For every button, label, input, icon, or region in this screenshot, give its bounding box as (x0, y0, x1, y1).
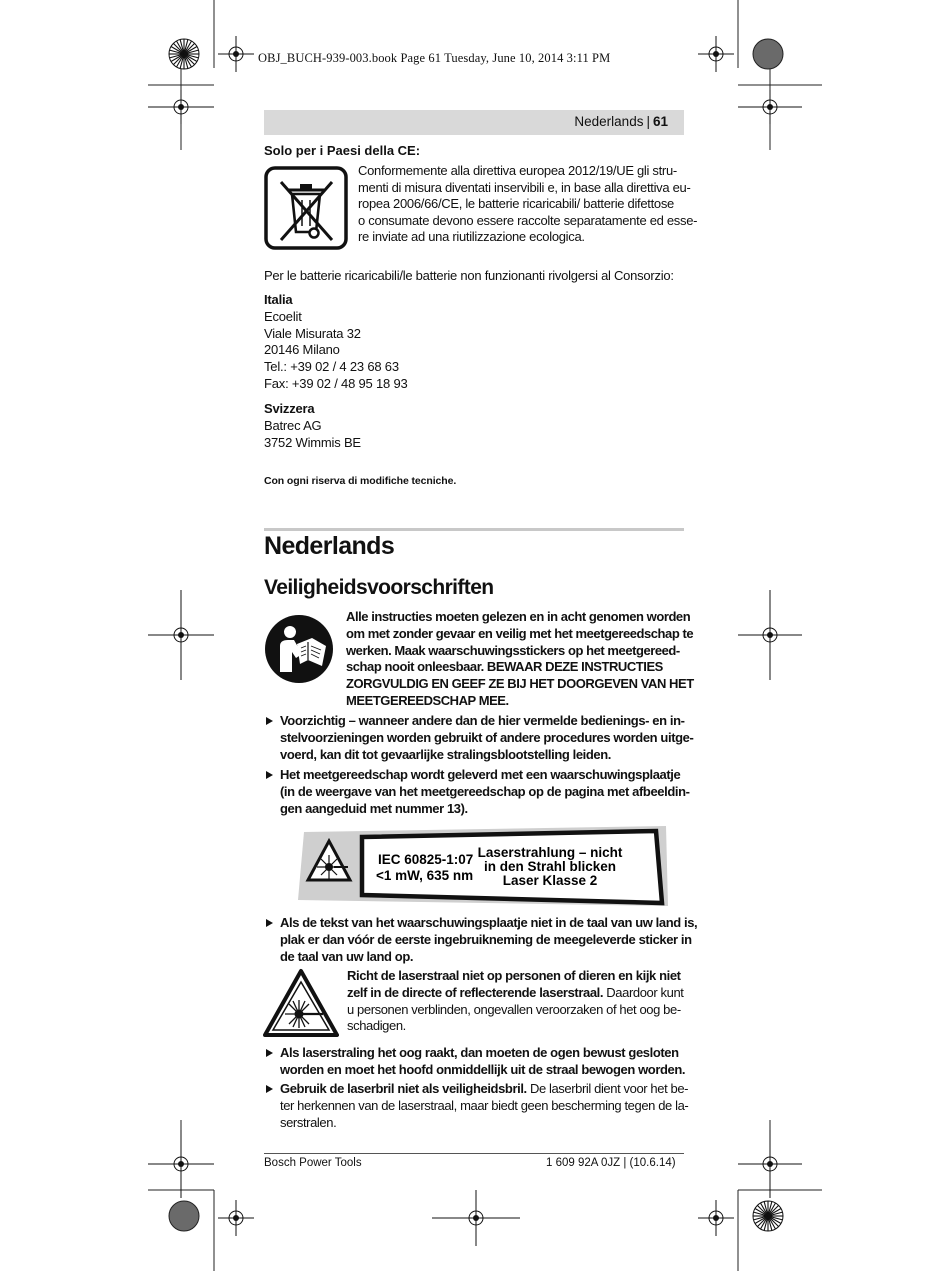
section-title: Nederlands (264, 532, 395, 560)
warning-line: u personen verblinden, ongevallen veroorzaken of het oog be- (347, 1001, 681, 1017)
laser-radiation-warning-icon (263, 968, 339, 1038)
address-line: Batrec AG (264, 417, 322, 433)
bullet-line: gen aangeduid met nummer 13). (280, 800, 468, 816)
address-line: Viale Misurata 32 (264, 325, 361, 341)
bullet-triangle-icon (266, 717, 273, 725)
safety-intro (346, 609, 694, 710)
eu-text-line: o consumate devono essere raccolte separatamente ed esse- (358, 212, 698, 228)
laser-warning-label (296, 824, 670, 912)
header-section: Nederlands (574, 114, 644, 129)
bullet-line: (in de weergave van het meetgereedschap op de pagina met afbeeldin- (280, 783, 690, 799)
footer-brand: Bosch Power Tools (264, 1157, 362, 1169)
job-line: OBJ_BUCH-939-003.book Page 61 Tuesday, June 10, 2014 3:11 PM (258, 51, 611, 65)
section-divider (264, 528, 684, 531)
bullet-line: plak er dan vóór de eerste ingebruikneming de meegeleverde sticker in (280, 931, 692, 947)
label-warning-line: Laserstrahlung – nicht (477, 845, 623, 860)
warning-line: schadigen. (347, 1018, 406, 1034)
footer-divider (264, 1153, 684, 1154)
bullet-line: ter herkennen van de laserstraal, maar biedt geen bescherming tegen de la- (280, 1097, 689, 1113)
section-subtitle: Veiligheidsvoorschriften (264, 576, 494, 599)
laser-aim-warning (347, 968, 684, 1035)
address-line: 3752 Wimmis BE (264, 434, 361, 450)
eu-text-line: menti di misura diventati inservibili e, in base alla direttiva eu- (358, 179, 691, 195)
warning-line: Daardoor kunt (603, 984, 684, 1000)
eu-title: Solo per i Paesi della CE: (264, 143, 421, 158)
intro-line: schap nooit onleesbaar. BEWAAR DEZE INSTRUCTIES (346, 659, 663, 675)
bullet-line: stelvoorzieningen worden gebruikt of andere procedures worden uitge- (280, 729, 694, 745)
technical-reserve-note: Con ogni riserva di modifiche tecniche. (264, 475, 457, 487)
warning-line: zelf in de directe of reflecterende laserstraal. (347, 984, 604, 1000)
address-line: Fax: +39 02 / 48 95 18 93 (264, 375, 408, 391)
intro-line: Alle instructies moeten gelezen en in acht genomen worden (346, 609, 691, 624)
bullet-triangle-icon (266, 919, 273, 927)
bullet-line: Voorzichtig – wanneer andere dan de hier vermelde bedienings- en in- (280, 713, 685, 728)
bullet-line: de taal van uw land op. (280, 948, 414, 964)
header-separator: | (646, 114, 650, 129)
bullet-line: Als de tekst van het waarschuwingsplaatje niet in de taal van uw land is, (280, 915, 698, 930)
label-warning-line: Laser Klasse 2 (502, 873, 598, 888)
bullet-line: voerd, kan dit tot gevaarlijke stralingsblootstelling leiden. (280, 746, 612, 762)
label-standard: IEC 60825-1:07 (378, 852, 474, 867)
bullet-line: De laserbril dient voor het be- (526, 1081, 689, 1096)
eu-text-line: re inviate ad una riutilizzazione ecologica. (358, 229, 585, 245)
running-header (264, 110, 684, 135)
warning-line: Richt de laserstraal niet op personen of dieren en kijk niet (347, 968, 681, 983)
bullet-line: worden en moet het hoofd onmiddellijk uit de straal bewogen worden. (280, 1061, 686, 1077)
bullet-triangle-icon (266, 771, 273, 779)
eu-directive-text (358, 163, 698, 246)
address-italia (264, 292, 408, 393)
consortium-text: Per le batterie ricaricabili/le batterie non funzionanti rivolgersi al Consorzio: (264, 268, 674, 283)
bullet-line: Als laserstraling het oog raakt, dan moeten de ogen bewust gesloten (280, 1045, 679, 1060)
page-number: 61 (652, 114, 668, 129)
wheelie-bin-crossed-icon (264, 166, 348, 250)
address-line: Tel.: +39 02 / 4 23 68 63 (264, 359, 399, 375)
label-warning-line: in den Strahl blicken (483, 859, 617, 874)
address-line: 20146 Milano (264, 342, 340, 358)
eu-text-line: ropea 2006/66/CE, le batterie ricaricabili/ batterie difettose (358, 196, 674, 212)
read-manual-icon (264, 614, 334, 684)
bullet-triangle-icon (266, 1085, 273, 1093)
country-svizzera: Svizzera (264, 401, 315, 416)
address-svizzera (264, 401, 361, 451)
intro-line: om met zonder gevaar en veilig met het meetgereedschap te (346, 625, 694, 641)
intro-line: werken. Maak waarschuwingsstickers op het meetgereed- (346, 642, 680, 658)
eu-text-line: Conformemente alla direttiva europea 2012/19/UE gli stru- (358, 163, 677, 178)
intro-line: MEETGEREEDSCHAP MEE. (346, 692, 509, 708)
country-italia: Italia (264, 292, 293, 307)
bullet-line: serstralen. (280, 1114, 337, 1130)
bullet-line: Het meetgereedschap wordt geleverd met een waarschuwingsplaatje (280, 767, 681, 782)
label-power: <1 mW, 635 nm (376, 868, 474, 883)
bullet-bold-text: Gebruik de laserbril niet als veiligheidsbril. (280, 1081, 527, 1096)
footer-doc-number: 1 609 92A 0JZ | (10.6.14) (546, 1157, 676, 1169)
bullet-triangle-icon (266, 1049, 273, 1057)
address-line: Ecoelit (264, 308, 302, 324)
intro-line: ZORGVULDIG EN GEEF ZE BIJ HET DOORGEVEN VAN HET (346, 676, 694, 692)
